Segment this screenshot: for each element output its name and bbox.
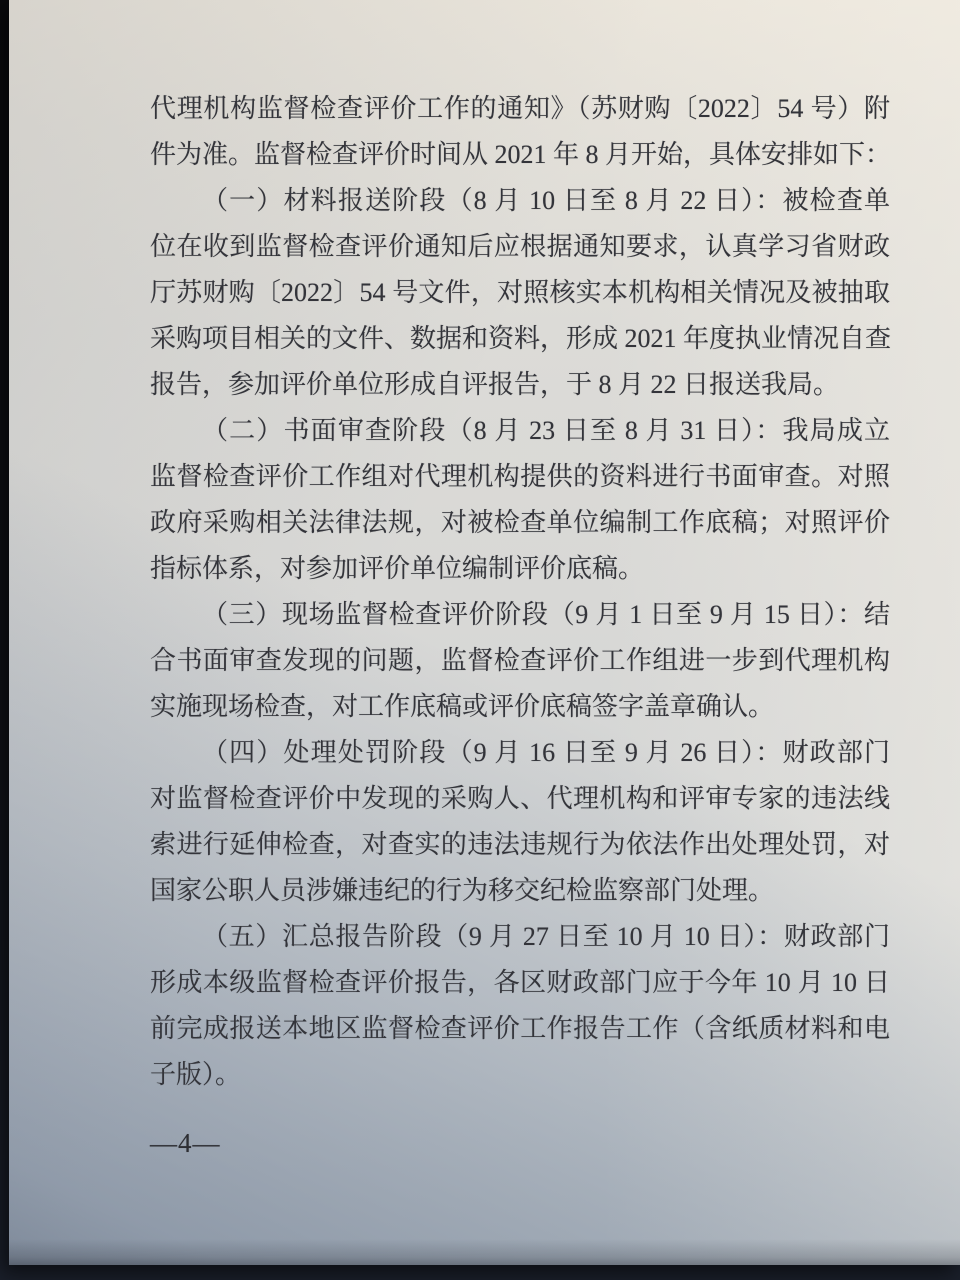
document-line: 厅苏财购〔2022〕54 号文件，对照核实本机构相关情况及被抽取 [150, 278, 890, 307]
document-line: 政府采购相关法律法规，对被检查单位编制工作底稿；对照评价 [150, 508, 890, 537]
document-line: 监督检查评价工作组对代理机构提供的资料进行书面审查。对照 [150, 462, 890, 491]
document-line: 实施现场检查，对工作底稿或评价底稿签字盖章确认。 [150, 692, 775, 721]
document-line: （五）汇总报告阶段（9 月 27 日至 10 月 10 日）：财政部门 [202, 922, 890, 951]
document-line: 报告，参加评价单位形成自评报告，于 8 月 22 日报送我局。 [150, 370, 840, 399]
document-line: 代理机构监督检查评价工作的通知》（苏财购〔2022〕54 号）附 [150, 94, 890, 123]
document-line: 位在收到监督检查评价通知后应根据通知要求，认真学习省财政 [150, 232, 890, 261]
document-line: 国家公职人员涉嫌违纪的行为移交纪检监察部门处理。 [150, 876, 775, 905]
document-line: （二）书面审查阶段（8 月 23 日至 8 月 31 日）：我局成立 [202, 416, 890, 445]
page-number: —4— [150, 1128, 221, 1158]
document-page [9, 0, 960, 1265]
document-body [150, 86, 890, 1098]
document-line: 合书面审查发现的问题，监督检查评价工作组进一步到代理机构 [150, 646, 890, 675]
document-line: （一）材料报送阶段（8 月 10 日至 8 月 22 日）：被检查单 [202, 186, 890, 215]
document-line: 子版）。 [150, 1060, 242, 1089]
document-line: 前完成报送本地区监督检查评价工作报告工作（含纸质材料和电 [150, 1014, 890, 1043]
document-line: 采购项目相关的文件、数据和资料，形成 2021 年度执业情况自查 [150, 324, 892, 353]
document-line: （三）现场监督检查评价阶段（9 月 1 日至 9 月 15 日）：结 [202, 600, 890, 629]
document-line: 件为准。监督检查评价时间从 2021 年 8 月开始，具体安排如下： [150, 140, 892, 169]
document-line: 对监督检查评价中发现的采购人、代理机构和评审专家的违法线 [150, 784, 890, 813]
document-line: （四）处理处罚阶段（9 月 16 日至 9 月 26 日）：财政部门 [202, 738, 890, 767]
document-line: 索进行延伸检查，对查实的违法违规行为依法作出处理处罚，对 [150, 830, 890, 859]
document-line: 指标体系，对参加评价单位编制评价底稿。 [150, 554, 645, 583]
document-line: 形成本级监督检查评价报告，各区财政部门应于今年 10 月 10 日 [150, 968, 890, 997]
